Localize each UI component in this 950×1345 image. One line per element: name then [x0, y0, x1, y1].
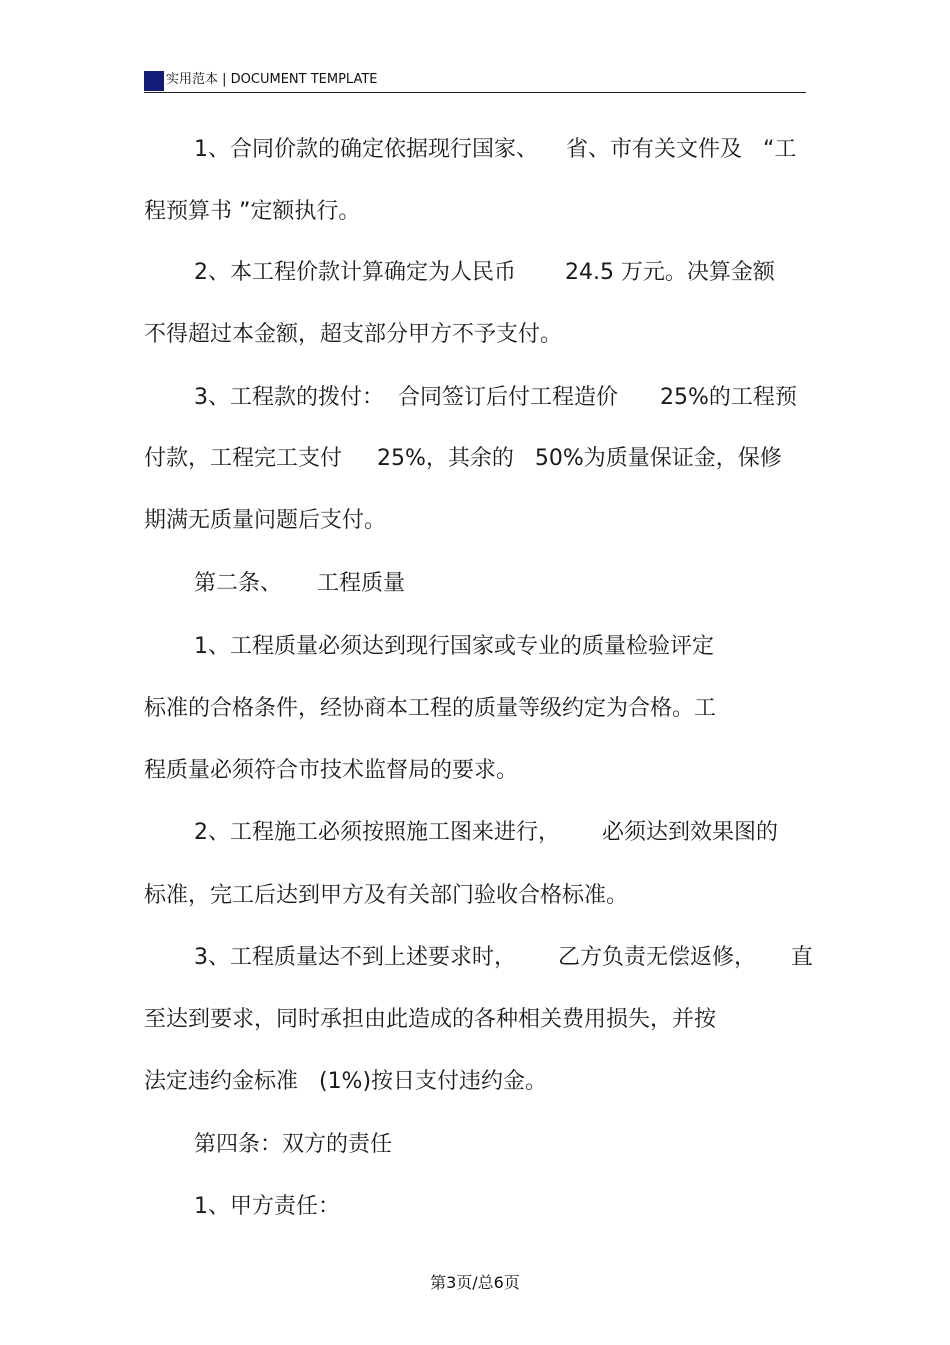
body-line: 法定违约金标准 (1%)按日支付违约金。	[144, 1069, 548, 1094]
header-logo-mark	[144, 71, 164, 91]
body-line: 2、工程施工必须按照施工图来进行， 必须达到效果图的	[194, 820, 778, 845]
body-line: 2、本工程价款计算确定为人民币 24.5 万元。决算金额	[194, 260, 775, 285]
body-line: 3、工程款的拨付： 合同签订后付工程造价 25%的工程预	[194, 385, 797, 410]
body-line: 1、工程质量必须达到现行国家或专业的质量检验评定	[194, 634, 714, 659]
page-number: 第3页/总6页	[430, 1273, 520, 1292]
section-heading: 第四条：双方的责任	[194, 1132, 393, 1157]
body-line: 3、工程质量达不到上述要求时， 乙方负责无偿返修， 直	[194, 945, 813, 970]
header-title: 实用范本 | DOCUMENT TEMPLATE	[166, 72, 378, 87]
body-line: 标准，完工后达到甲方及有关部门验收合格标准。	[144, 883, 629, 908]
body-line: 付款，工程完工支付 25%，其余的 50%为质量保证金，保修	[144, 446, 782, 471]
body-line: 至达到要求，同时承担由此造成的各种相关费用损失，并按	[144, 1007, 717, 1032]
body-line: 程质量必须符合市技术监督局的要求。	[144, 758, 519, 783]
section-heading: 第二条、 工程质量	[194, 571, 405, 596]
body-line: 期满无质量问题后支付。	[144, 508, 387, 533]
body-line: 标准的合格条件，经协商本工程的质量等级约定为合格。工	[144, 696, 717, 721]
body-line: 不得超过本金额，超支部分甲方不予支付。	[144, 322, 563, 347]
body-line: 1、合同价款的确定依据现行国家、 省、市有关文件及 “工	[194, 137, 797, 162]
page-header	[144, 70, 806, 93]
body-line: 程预算书 ”定额执行。	[144, 199, 361, 224]
body-line: 1、甲方责任：	[194, 1194, 340, 1219]
